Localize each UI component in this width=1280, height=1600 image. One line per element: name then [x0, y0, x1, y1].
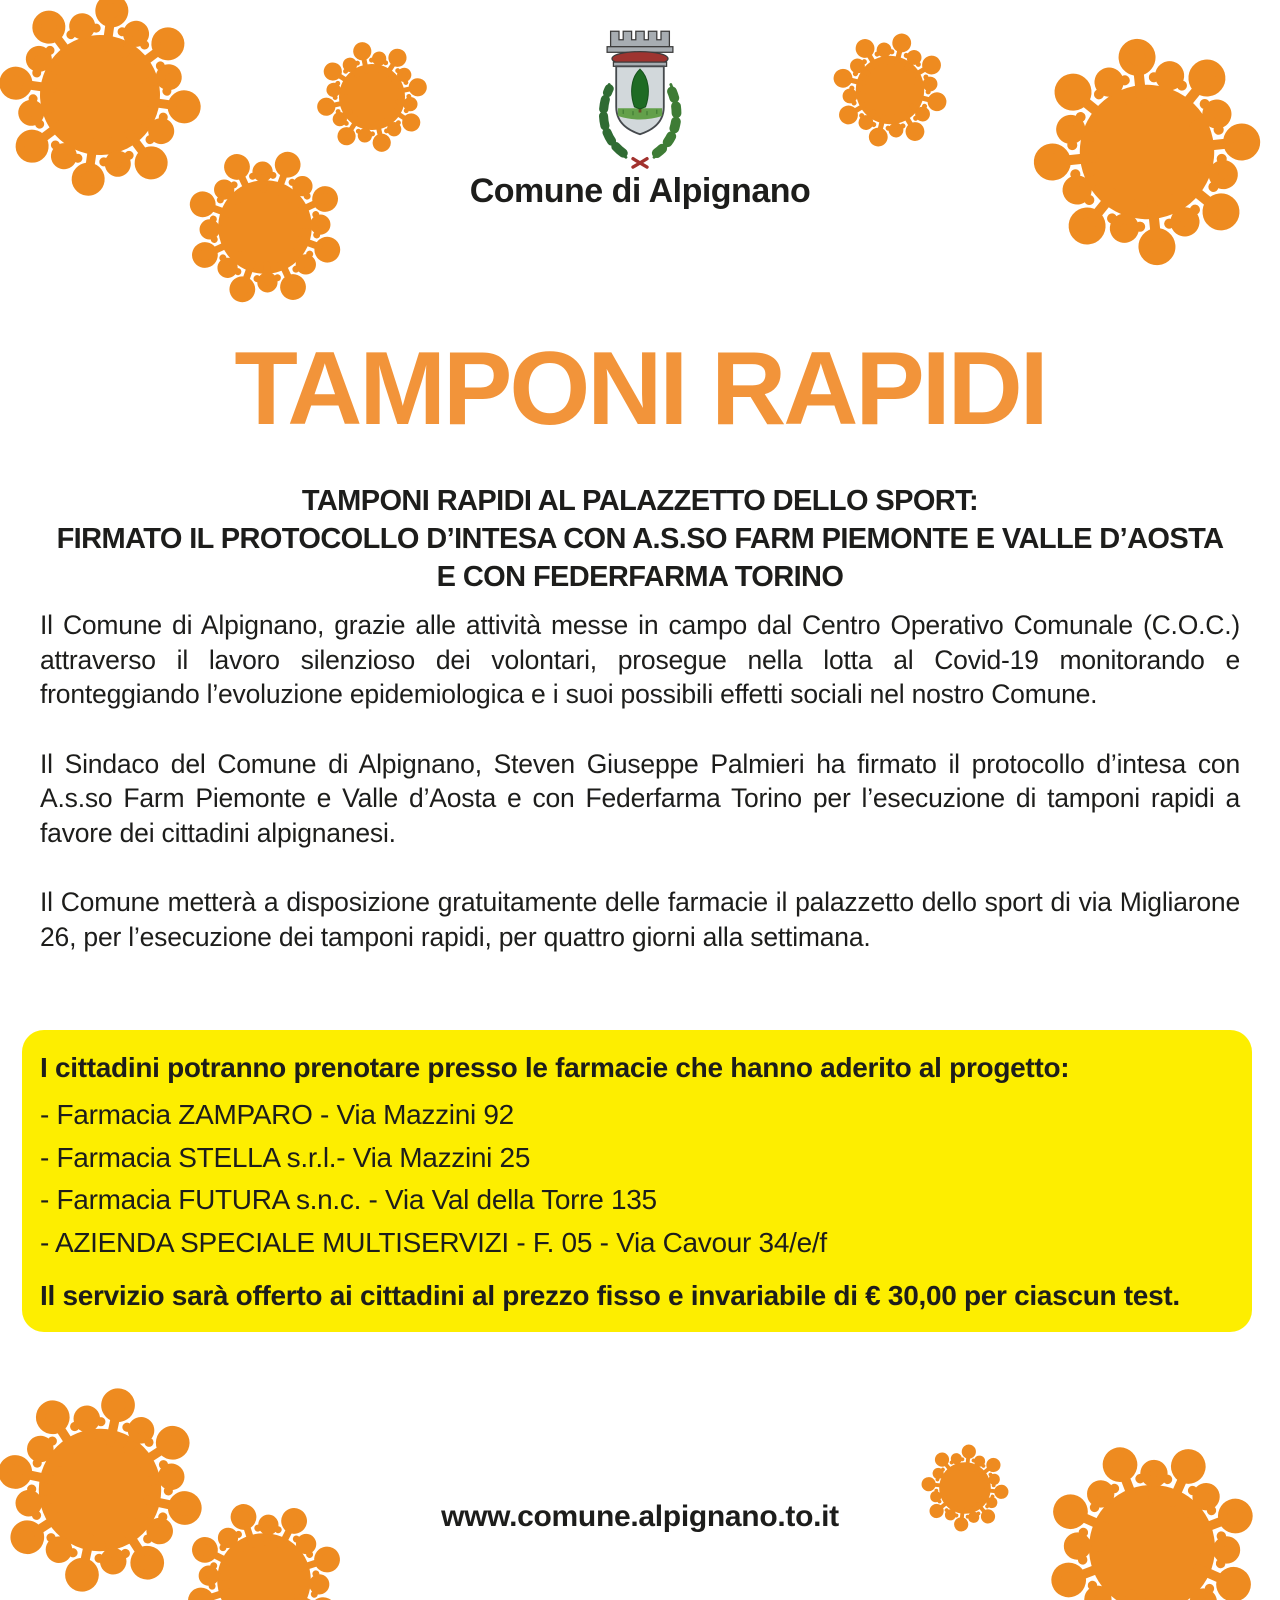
website-url: www.comune.alpignano.to.it — [441, 1500, 839, 1533]
pharmacy-list-item: - Farmacia FUTURA s.n.c. - Via Val della Torre 135 — [40, 1184, 657, 1215]
ribbon-icon — [633, 159, 647, 167]
virus-icon — [1028, 33, 1267, 272]
mural-crown-icon — [607, 31, 673, 66]
subtitle-line: E CON FEDERFARMA TORINO — [436, 561, 844, 593]
municipality-name: Comune di Alpignano — [469, 172, 811, 210]
virus-icon — [168, 130, 362, 324]
virus-icon — [0, 1373, 217, 1600]
price-note: Il servizio sarà offerto ai cittadini al prezzo fisso e invariabile di € 30,00 per ciascun test. — [40, 1280, 1180, 1311]
highlight-intro: I cittadini potranno prenotare presso le farmacie che hanno aderito al progetto: — [40, 1052, 1070, 1083]
subtitle-line: FIRMATO IL PROTOCOLLO D’INTESA CON A.S.SO FARM PIEMONTE E VALLE D’AOSTA — [56, 523, 1224, 555]
subtitle-line: TAMPONI RAPIDI AL PALAZZETTO DELLO SPORT: — [301, 485, 979, 517]
pharmacy-highlight-box — [22, 1030, 1252, 1332]
body-paragraph: Il Comune metterà a disposizione gratuitamente delle farmacie il palazzetto dello sport di via Migliarone 26, per l’esecuzione dei tamponi rapidi, per quattro giorni alla settimana. — [40, 887, 1240, 952]
pharmacy-list-item: - Farmacia STELLA s.r.l.- Via Mazzini 25 — [40, 1141, 531, 1173]
body-paragraph: Il Sindaco del Comune di Alpignano, Steven Giuseppe Palmieri ha firmato il protocollo d’intesa con A.s.so Farm Piemonte e Valle d’Aosta e con Federfarma Torino per l’esecuzione di tamponi rapidi a favore dei cittadini alpignanesi. — [40, 748, 1240, 848]
municipal-crest — [570, 28, 710, 176]
shield-icon — [616, 66, 664, 134]
body-paragraph: Il Comune di Alpignano, grazie alle attività messe in campo dal Centro Operativo Comunale (C.O.C.) attraverso il lavoro silenzioso dei volontari, prosegue nella lotta al Covid-19 monitorando e fronteggiando l’evoluzione epidemiologica e i suoi possibili effetti sociali nel nostro Comune. — [40, 610, 1240, 709]
virus-icon — [823, 23, 957, 157]
pharmacy-list-item: - Farmacia ZAMPARO - Via Mazzini 92 — [40, 1099, 514, 1130]
body-copy — [40, 608, 1240, 989]
virus-icon — [309, 34, 436, 161]
pharmacy-list-item: - AZIENDA SPECIALE MULTISERVIZI - F. 05 - Via Cavour 34/e/f — [40, 1226, 827, 1258]
subtitle — [40, 482, 1240, 596]
page-title: TAMPONI RAPIDI — [234, 331, 1046, 447]
